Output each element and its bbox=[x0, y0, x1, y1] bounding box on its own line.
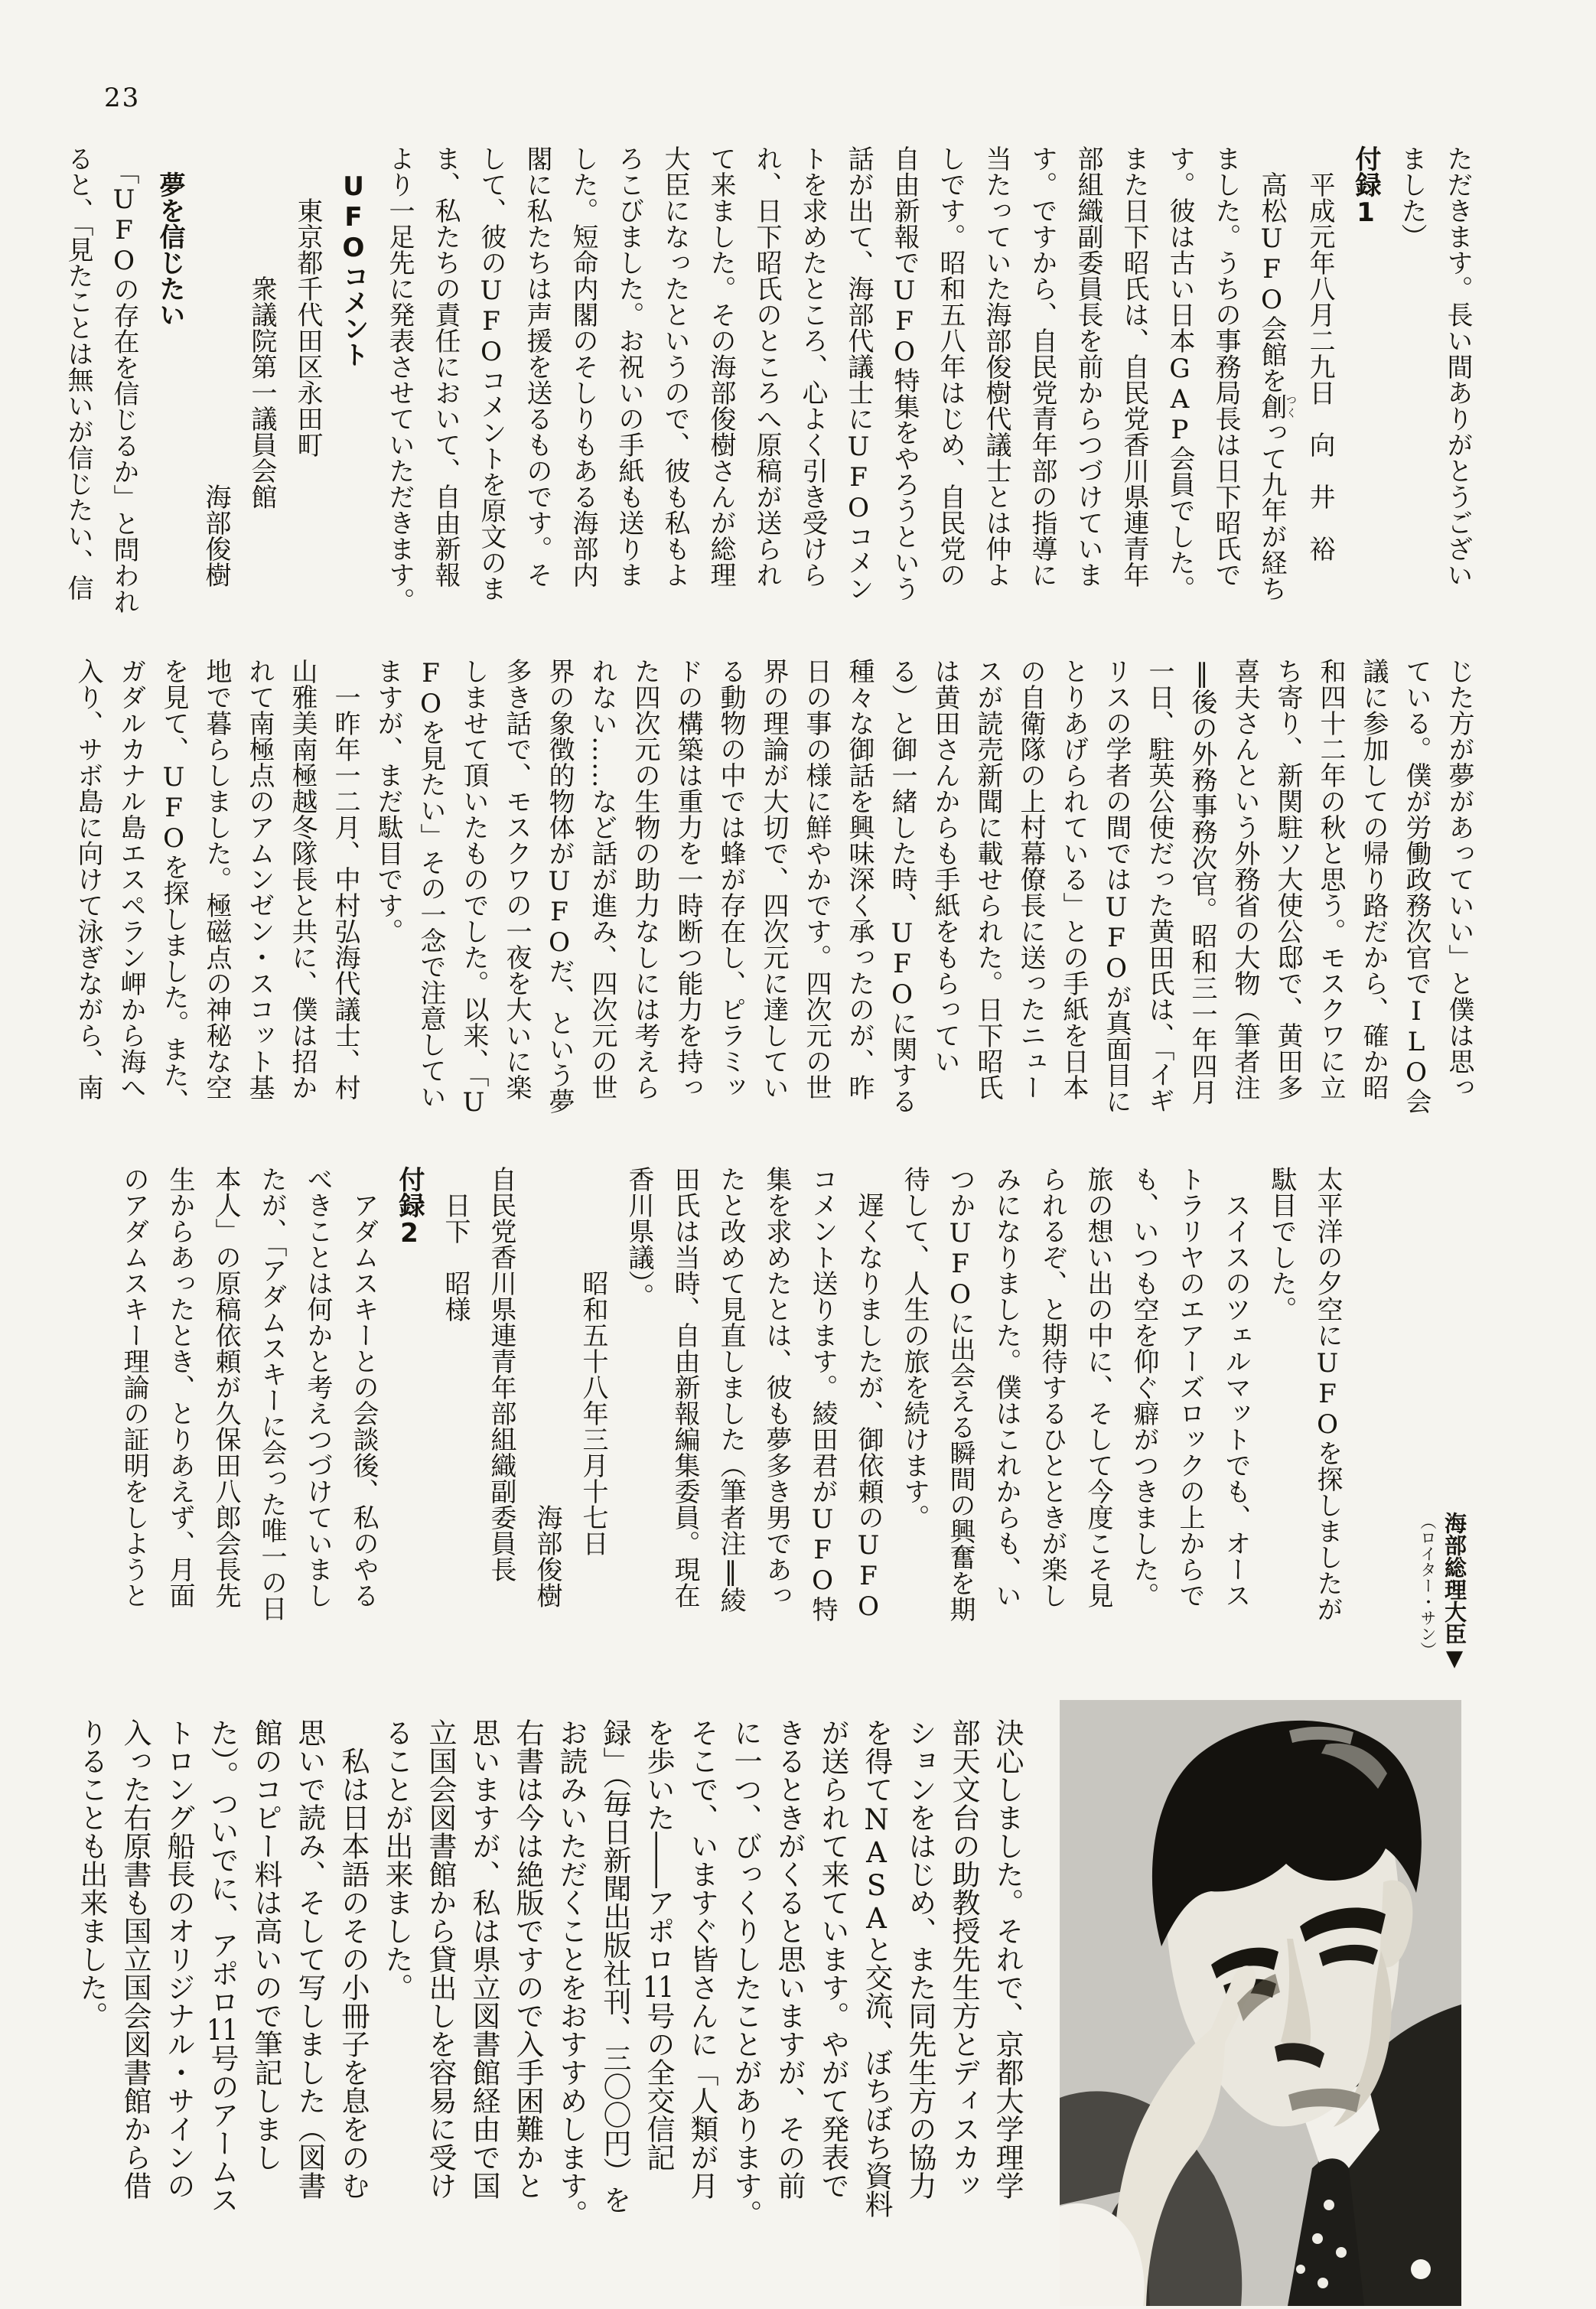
text-column: して、彼のUFOコメントを原文のま bbox=[476, 145, 506, 601]
text-column: アダムスキーとの会談後、私のやる bbox=[348, 1166, 379, 1608]
text-column: また日下昭氏は、自民党香川県連青年 bbox=[1119, 145, 1149, 588]
text-column: 入った右原書も国立国会図書館から借 bbox=[119, 1718, 151, 2200]
text-column: す。彼は古い日本GAP会員でした。 bbox=[1164, 145, 1195, 601]
text-column: しです。昭和五八年はじめ、自民党の bbox=[935, 145, 966, 588]
text-column: 太平洋の夕空にUFOを探しましたが bbox=[1312, 1166, 1343, 1622]
text-column: スが読売新聞に載せられた。日下昭氏 bbox=[972, 658, 1003, 1100]
text-band-3 bbox=[111, 1166, 1350, 1656]
text-column: 界の理論が大切で、四次元に達してい bbox=[758, 658, 789, 1100]
text-column: 昭和五十八年三月十七日 bbox=[578, 1166, 608, 1556]
text-band-2 bbox=[67, 658, 1480, 1154]
text-column: た）。ついでに、アポロ11号のアームス bbox=[206, 1718, 239, 2214]
text-column: そこで、いますぐ皆さんに「人類が月 bbox=[686, 1718, 718, 2200]
text-column: コメント送ります。綾田君がUFO特 bbox=[807, 1166, 838, 1622]
text-column: 議に参加しての帰り路だから、確か昭 bbox=[1358, 658, 1389, 1100]
section-heading: UFOコメント bbox=[338, 171, 369, 367]
text-column: ガダルカナル島エスペラン岬から海へ bbox=[116, 658, 146, 1100]
text-column: 遅くなりましたが、御依頼のUFO bbox=[853, 1166, 884, 1622]
text-column: た四次元の生物の助力なしには考えら bbox=[630, 658, 660, 1100]
text-column: たが、「アダムスキーに会った唯一の日 bbox=[256, 1166, 287, 1621]
text-column: 入り、サボ島に向けて泳ぎながら、南 bbox=[73, 658, 103, 1100]
page-number: 23 bbox=[104, 83, 141, 113]
text-column: きるときがくると思いますが、その前 bbox=[773, 1718, 806, 2200]
photo-kaifu-portrait bbox=[1060, 1700, 1461, 2306]
text-column: を得てNASAと交流、ぼちぼち資料 bbox=[860, 1718, 893, 2218]
text-column: トロング船長のオリジナル・サインの bbox=[162, 1718, 195, 2200]
text-column: 待して、人生の旅を続けます。 bbox=[899, 1166, 930, 1530]
text-column: した。短命内閣のそしりもある海部内 bbox=[568, 145, 598, 588]
text-column: ますが、まだ駄目です。 bbox=[373, 658, 403, 944]
text-column: ろこびました。お祝いの手紙も送りま bbox=[614, 145, 644, 588]
text-column: ドの構築は重力を一時断つ能力を持っ bbox=[673, 658, 703, 1100]
text-column: ている。僕が労働政務次官でILO会 bbox=[1401, 658, 1432, 1114]
text-column: 私は日本語のその小冊子を息をのむ bbox=[337, 1718, 370, 2200]
text-column: ま、私たちの責任において、自由新報 bbox=[430, 145, 461, 588]
text-column: 録」（毎日新聞出版社刊、三〇〇円）を bbox=[598, 1718, 631, 2214]
text-column: 右書は今は絶版ですので入手困難かと bbox=[511, 1718, 544, 2200]
text-column: とりあげられている」との手紙を日本 bbox=[1058, 658, 1089, 1100]
text-column: す。ですから、自民党青年部の指導に bbox=[1027, 145, 1057, 588]
text-column: ションをはじめ、また同先生方の協力 bbox=[904, 1718, 936, 2200]
text-column: 喜夫さんという外務省の大物（筆者注 bbox=[1230, 658, 1260, 1100]
text-column: 日下 昭様 bbox=[440, 1166, 471, 1322]
text-column: ると、「見たことは無いが信じたい、信 bbox=[63, 145, 93, 601]
text-column: べきことは何かと考えつづけていまし bbox=[302, 1166, 333, 1608]
text-column: スイスのツェルマットでも、オース bbox=[1220, 1166, 1251, 1608]
text-band-4 bbox=[70, 1718, 1029, 2303]
text-column: 館のコピー料は高いので筆記しまし bbox=[249, 1718, 282, 2171]
section-heading: 夢を信じたい bbox=[155, 145, 185, 327]
text-column: 東京都千代田区永田町 bbox=[292, 145, 323, 458]
section-heading: 付録1 bbox=[1350, 145, 1381, 228]
text-column: 平成元年八月二九日 向 井 裕 bbox=[1304, 145, 1335, 562]
text-column: 話が出て、海部代議士にUFOコメン bbox=[843, 145, 874, 601]
text-column: 和四十二年の秋と思う。モスクワに立 bbox=[1315, 658, 1346, 1100]
text-column: 日の事の様に鮮やかです。四次元の世 bbox=[801, 658, 832, 1100]
text-column: 決心しました。それで、京都大学理学 bbox=[991, 1718, 1024, 2200]
text-column: を見て、UFOを探しました。また、 bbox=[158, 658, 189, 1114]
text-column: 多き話で、モスクワの一夜を大いに楽 bbox=[501, 658, 532, 1100]
text-column: られるぞ、と期待するひとときが楽し bbox=[1037, 1166, 1067, 1608]
text-column: 衆議院第一議員会館 bbox=[246, 145, 277, 510]
text-column: 思いますが、私は県立図書館経由で国 bbox=[467, 1718, 500, 2200]
text-column: ただきます。長い間ありがとうござい bbox=[1442, 145, 1473, 588]
portrait-illustration bbox=[1060, 1700, 1461, 2306]
text-column: 立国会図書館から貸出しを容易に受け bbox=[424, 1718, 457, 2200]
photo-caption-credit: （ロイター・サン） bbox=[1418, 1513, 1437, 1658]
text-column: たと改めて見直しました（筆者注‖綾 bbox=[715, 1166, 746, 1613]
text-column: 高松UFO会館を創つくって九年が経ち bbox=[1256, 145, 1297, 601]
text-column: お読みいただくことをおすすめします。 bbox=[555, 1718, 588, 2228]
photo-caption-title: 海部総理大臣▼ bbox=[1441, 1512, 1467, 1671]
text-column: 田氏は当時、自由新報編集委員。現在 bbox=[669, 1166, 700, 1608]
text-column: も、いつも空を仰ぐ癖がつきました。 bbox=[1129, 1166, 1159, 1608]
text-column: て来ました。その海部俊樹さんが総理 bbox=[705, 145, 736, 588]
text-column: 閣に私たちは声援を送るものです。そ bbox=[522, 145, 552, 588]
text-column: トラリヤのエアーズロックの上からで bbox=[1174, 1166, 1205, 1608]
text-column: れない……など話が進み、四次元の世 bbox=[587, 658, 617, 1100]
text-column: しませて頂いたものでした。以来、「U bbox=[458, 658, 489, 1118]
text-column: ました。うちの事務局長は日下昭氏で bbox=[1210, 145, 1241, 588]
text-column: 部天文台の助教授先生方とディスカッ bbox=[947, 1718, 980, 2200]
text-column: を歩いた――アポロ11号の全交信記 bbox=[642, 1718, 675, 2171]
text-column: に一つ、びっくりしたことがあります。 bbox=[729, 1718, 762, 2228]
text-column: 生からあったとき、とりあえず、月面 bbox=[164, 1166, 195, 1608]
text-column: れ、日下昭氏のところへ原稿が送られ bbox=[751, 145, 782, 588]
text-column: 駄目でした。 bbox=[1266, 1166, 1297, 1322]
text-column: じた方が夢があっていい」と僕は思っ bbox=[1444, 658, 1474, 1100]
text-column: れて南極点のアムンゼン・スコット基 bbox=[244, 658, 275, 1100]
text-band-1 bbox=[55, 145, 1480, 641]
text-column: りることも出来ました。 bbox=[75, 1718, 108, 2030]
section-heading: 付録2 bbox=[394, 1166, 425, 1249]
text-column: 自由新報でUFO特集をやろうという bbox=[889, 145, 920, 601]
text-column: 自民党香川県連青年部組織副委員長 bbox=[486, 1166, 516, 1582]
text-column: 界の象徴的物体がUFOだ、という夢 bbox=[544, 658, 575, 1114]
text-column: 大臣になったというので、彼も私もよ bbox=[660, 145, 690, 588]
text-column: トを求めたところ、心よく引き受けら bbox=[797, 145, 828, 588]
photo-caption bbox=[1415, 1512, 1469, 1688]
text-column: 種々な御話を興味深く承ったのが、昨 bbox=[844, 658, 875, 1100]
text-column: る）と御一緒した時、UFOに関する bbox=[887, 658, 917, 1114]
text-column: 集を求めたとは、彼も夢多き男であっ bbox=[761, 1166, 792, 1608]
text-column: 海部俊樹 bbox=[200, 145, 231, 588]
text-column: 香川県議）。 bbox=[624, 1166, 654, 1309]
text-column: が送られて来ています。やがて発表で bbox=[816, 1718, 849, 2200]
text-column: つかUFOに出会える瞬間の興奮を期 bbox=[945, 1166, 976, 1622]
text-column: 「UFOの存在を信じるか」と問われ bbox=[109, 145, 139, 614]
text-column: 思いで読み、そして写しました（図書 bbox=[293, 1718, 326, 2200]
text-column: 当たっていた海部俊樹代議士とは仲よ bbox=[981, 145, 1011, 588]
text-column: ち寄り、新関駐ソ大使公邸で、黄田多 bbox=[1272, 658, 1303, 1100]
text-column: の自衛隊の上村幕僚長に送ったニュー bbox=[1015, 658, 1046, 1100]
text-column: FOを見たい」その一念で注意してい bbox=[415, 658, 446, 1109]
text-column: る動物の中では蜂が存在し、ピラミッ bbox=[715, 658, 746, 1100]
text-column: 海部俊樹 bbox=[532, 1166, 562, 1608]
text-column: ‖後の外務事務次官。昭和三一年四月 bbox=[1187, 658, 1217, 1105]
text-column: リスの学者の間ではUFOが真面目に bbox=[1101, 658, 1132, 1114]
text-column: 一昨年一二月、中村弘海代議士、村 bbox=[330, 658, 360, 1100]
text-column: 地で暮らしました。極磁点の神秘な空 bbox=[201, 658, 232, 1100]
text-column: 一日、駐英公使だった黄田氏は、「イギ bbox=[1144, 658, 1174, 1113]
text-column: ました） bbox=[1396, 145, 1427, 249]
text-column: みになりました。僕はこれからも、い bbox=[991, 1166, 1021, 1608]
text-column: ることが出来ました。 bbox=[380, 1718, 413, 2001]
text-column: 旅の想い出の中に、そして今度こそ見 bbox=[1083, 1166, 1113, 1608]
text-column: は黄田さんからも手紙をもらってい bbox=[930, 658, 960, 1074]
text-column: のアダムスキー理論の証明をしようと bbox=[119, 1166, 149, 1608]
text-column: 部組織副委員長を前からつづけていま bbox=[1073, 145, 1103, 588]
text-column: 山雅美南極越冬隊長と共に、僕は招か bbox=[287, 658, 318, 1100]
text-column: 本人」の原稿依頼が久保田八郎会長先 bbox=[210, 1166, 241, 1608]
text-column: より一足先に発表させていただきます。 bbox=[384, 145, 415, 614]
